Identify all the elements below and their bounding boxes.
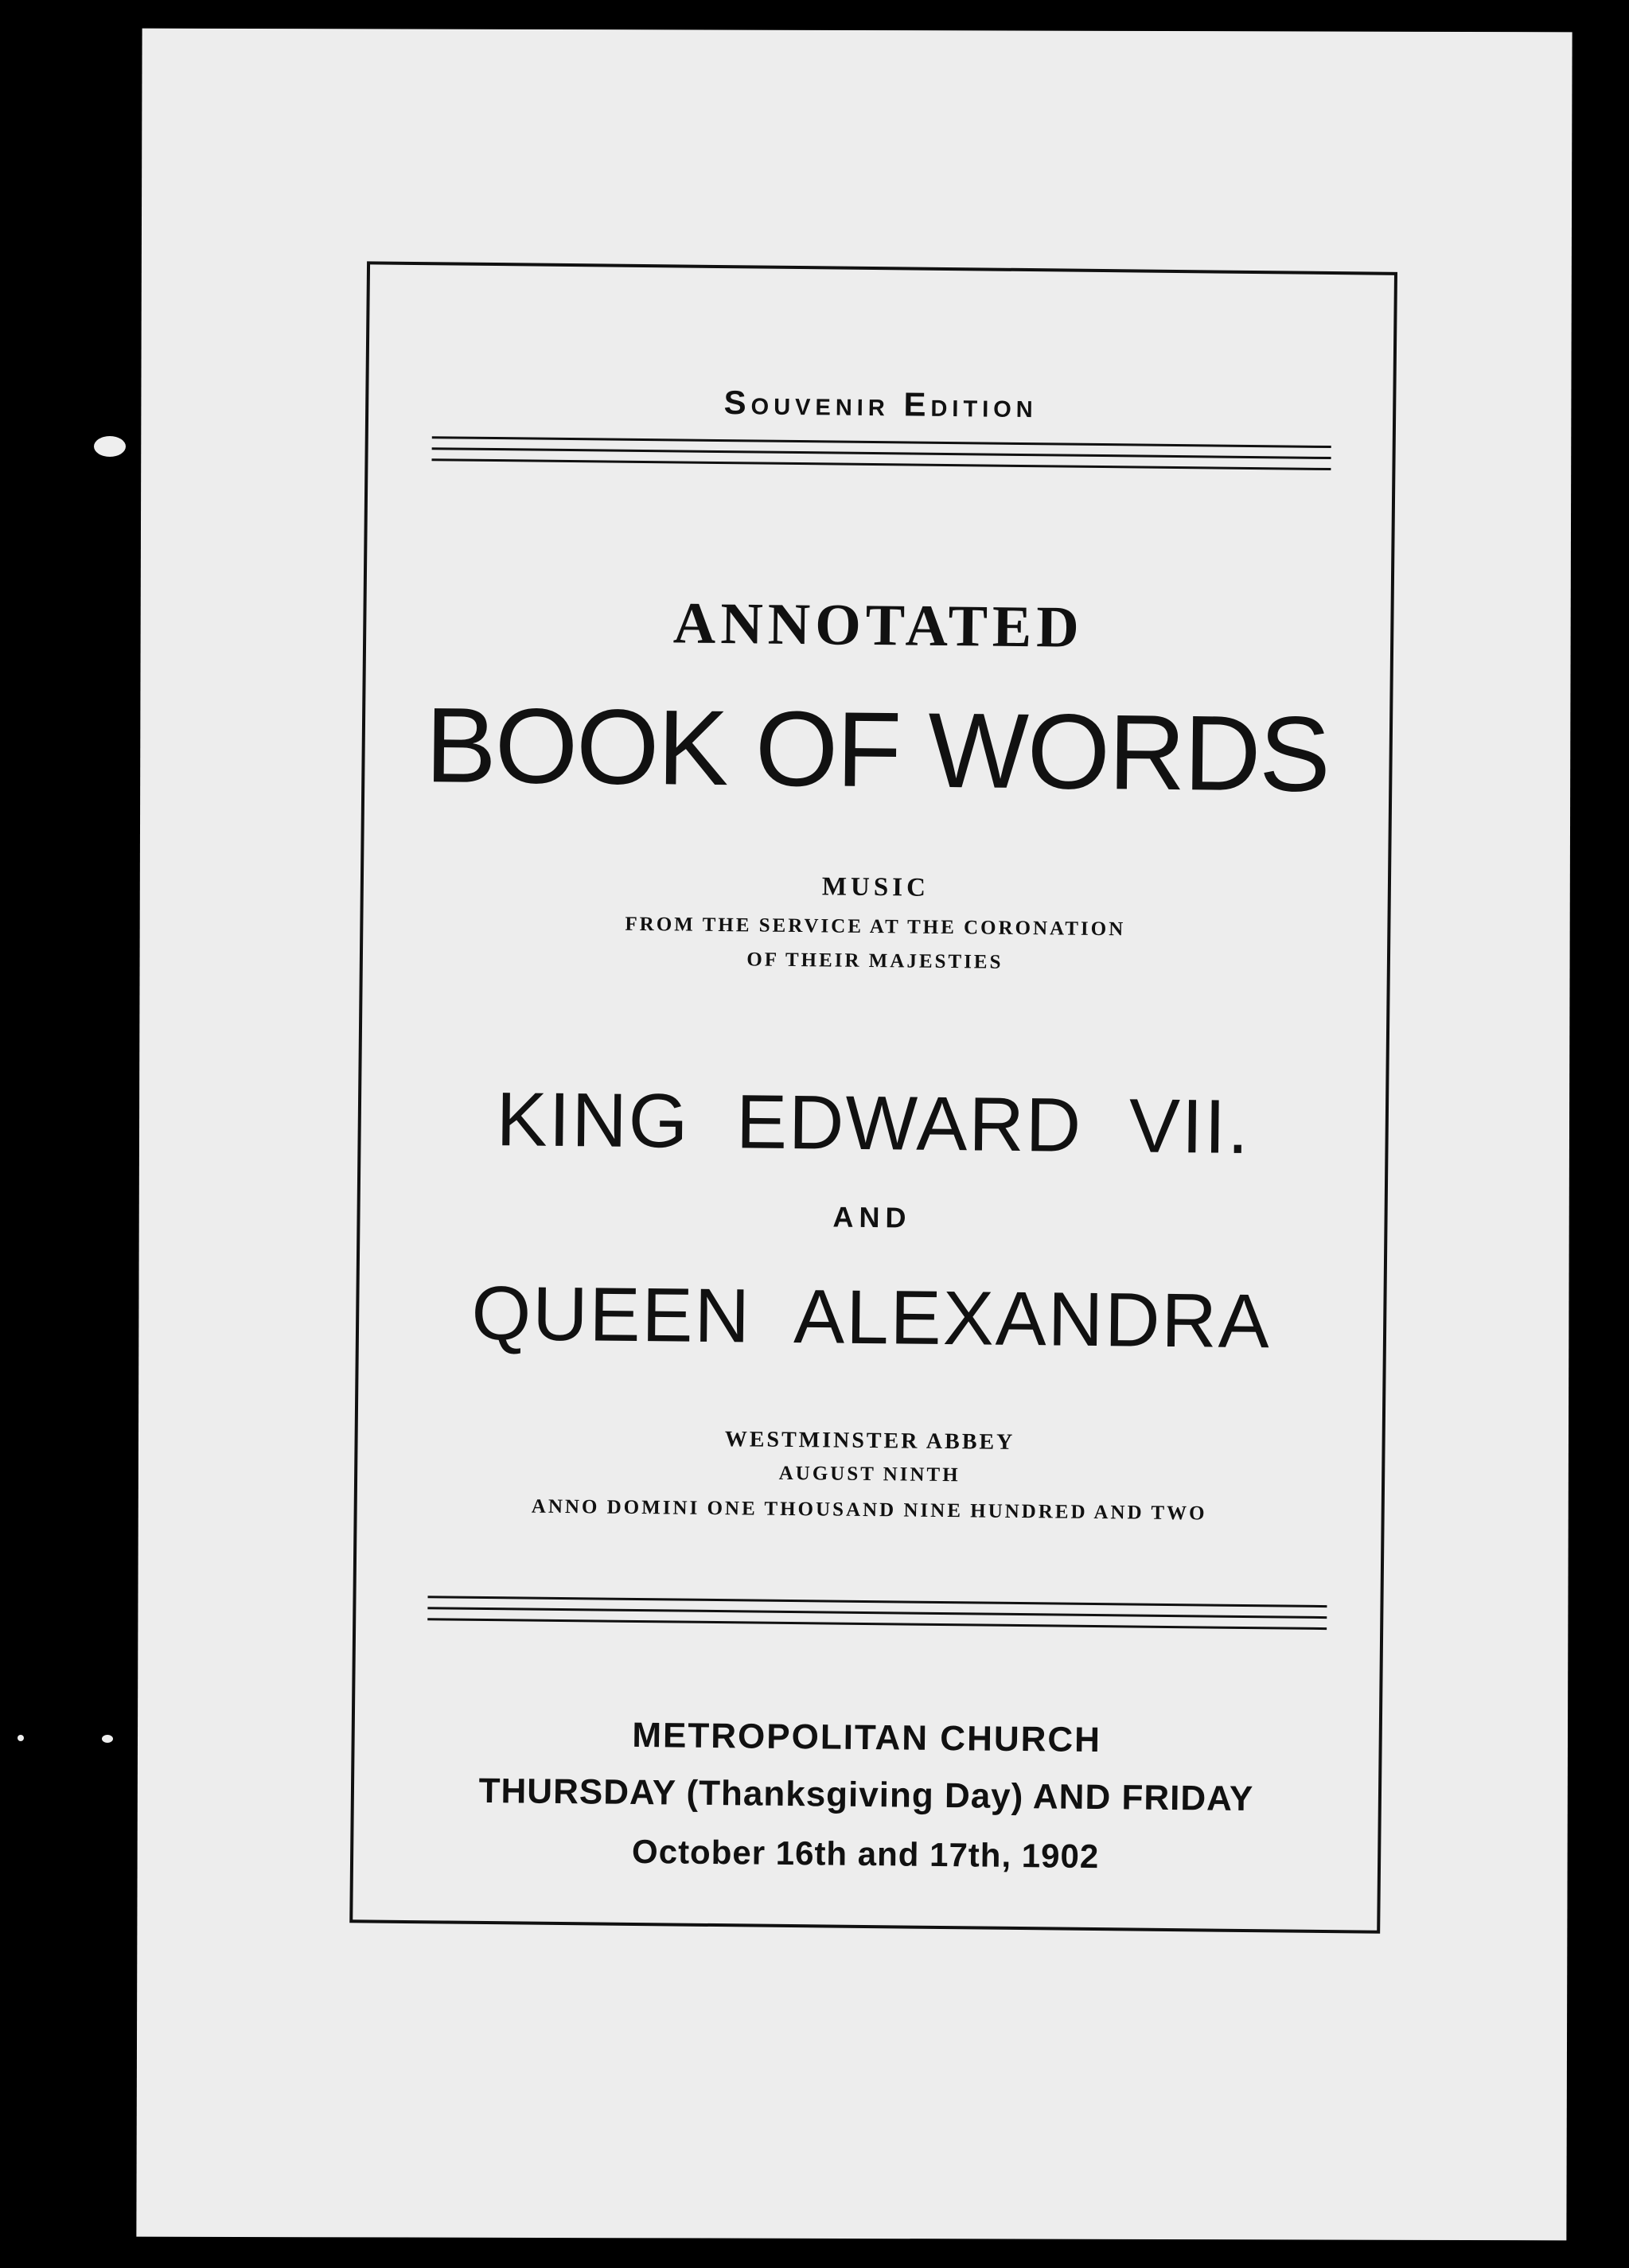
scan-speck xyxy=(18,1735,24,1741)
bottom-decorative-rules xyxy=(427,1596,1327,1646)
main-title: BOOK OF WORDS xyxy=(424,686,1330,815)
annotated-heading: ANNOTATED xyxy=(672,590,1085,661)
scan-speck xyxy=(102,1735,113,1743)
service-line: FROM THE SERVICE AT THE CORONATION xyxy=(625,913,1126,941)
music-label: MUSIC xyxy=(821,872,930,902)
event-days: THURSDAY (Thanksgiving Day) AND FRIDAY xyxy=(478,1771,1254,1819)
event-dates: October 16th and 17th, 1902 xyxy=(631,1832,1100,1876)
year-line: ANNO DOMINI ONE THOUSAND NINE HUNDRED AND TWO xyxy=(531,1495,1207,1525)
scan-speck xyxy=(94,436,126,457)
date-line: AUGUST NINTH xyxy=(778,1462,961,1487)
document-page xyxy=(136,29,1572,2241)
king-name: KING EDWARD VII. xyxy=(496,1077,1251,1171)
majesties-line: OF THEIR MAJESTIES xyxy=(746,949,1004,973)
title-page-border xyxy=(349,261,1397,1933)
venue-line: WESTMINSTER ABBEY xyxy=(724,1427,1015,1455)
queen-name: QUEEN ALEXANDRA xyxy=(471,1270,1272,1365)
and-connector: AND xyxy=(832,1200,912,1234)
top-decorative-rules xyxy=(431,436,1331,487)
edition-label: Souvenir Edition xyxy=(723,384,1039,425)
church-name: METROPOLITAN CHURCH xyxy=(632,1715,1102,1760)
